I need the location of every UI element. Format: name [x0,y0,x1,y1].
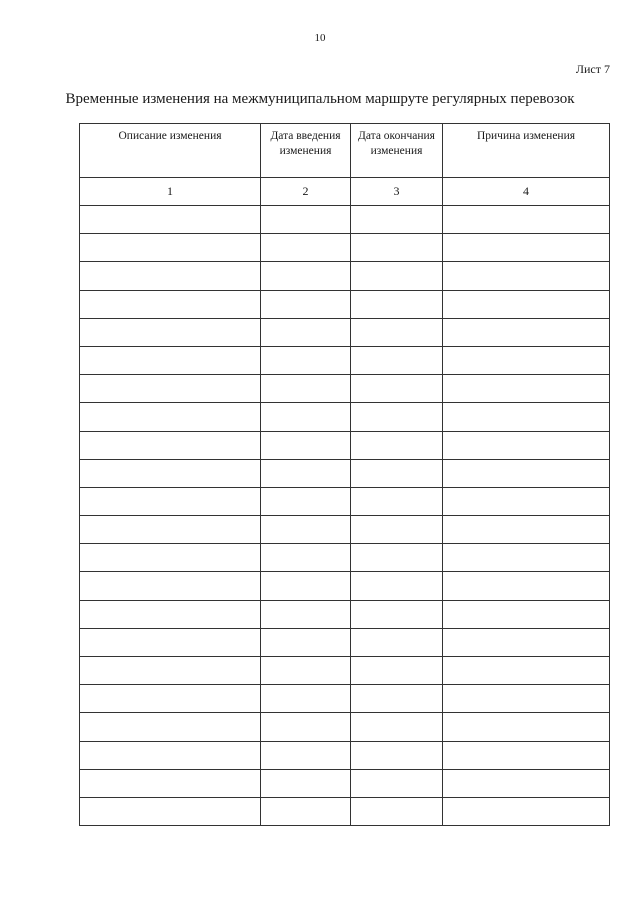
table-cell [443,290,610,318]
table-row [80,628,610,656]
table-row [80,685,610,713]
table-cell [443,713,610,741]
header-reason: Причина изменения [443,124,610,178]
table-cell [351,628,443,656]
page-number: 10 [314,32,326,44]
column-number: 2 [261,178,351,206]
table-row [80,572,610,600]
table-cell [80,713,261,741]
table-cell [80,206,261,234]
table-cell [443,600,610,628]
table-cell [261,290,351,318]
table-cell [443,318,610,346]
table-cell [443,403,610,431]
table-cell [80,487,261,515]
table-row [80,375,610,403]
table-cell [261,459,351,487]
changes-table [79,123,610,826]
table-cell [351,516,443,544]
table-row [80,487,610,515]
table-cell [443,346,610,374]
table-cell [443,262,610,290]
table-cell [80,544,261,572]
table-cell [80,459,261,487]
table-cell [443,657,610,685]
header-start-date: Дата введения изменения [261,124,351,178]
table-cell [443,544,610,572]
table-cell [443,487,610,515]
table-cell [261,516,351,544]
table-cell [261,797,351,825]
table-cell [80,290,261,318]
table-cell [80,375,261,403]
table-cell [80,600,261,628]
table-cell [80,431,261,459]
table-row [80,516,610,544]
table-row [80,403,610,431]
table-cell [80,262,261,290]
table-row [80,318,610,346]
table-cell [351,657,443,685]
table-cell [443,685,610,713]
table-cell [443,797,610,825]
table-cell [261,403,351,431]
table-row [80,346,610,374]
table-cell [443,628,610,656]
table-cell [261,657,351,685]
sheet-label: Лист 7 [575,62,610,76]
table-cell [80,516,261,544]
table-cell [261,234,351,262]
table-cell [351,290,443,318]
table-cell [351,375,443,403]
table-header-row [80,124,610,178]
header-description: Описание изменения [80,124,261,178]
table-cell [443,234,610,262]
table-cell [351,572,443,600]
table-cell [80,628,261,656]
table-cell [443,375,610,403]
table-cell [351,600,443,628]
table-cell [261,572,351,600]
header-end-date: Дата окончания изменения [351,124,443,178]
table-cell [351,431,443,459]
table-cell [80,572,261,600]
table-row [80,713,610,741]
table-cell [261,375,351,403]
table-cell [351,403,443,431]
table-cell [351,234,443,262]
table-cell [261,628,351,656]
table-row [80,600,610,628]
table-cell [351,318,443,346]
table-cell [80,403,261,431]
table-row [80,234,610,262]
table-cell [351,459,443,487]
table-cell [443,459,610,487]
table-cell [80,657,261,685]
column-number: 3 [351,178,443,206]
table-row [80,741,610,769]
table-cell [351,262,443,290]
table-cell [261,262,351,290]
table-cell [80,797,261,825]
table-cell [80,346,261,374]
table-cell [261,741,351,769]
table-cell [443,206,610,234]
table-cell [261,431,351,459]
table-row [80,459,610,487]
table-cell [443,769,610,797]
table-cell [80,685,261,713]
table-cell [80,318,261,346]
table-cell [261,346,351,374]
table-cell [261,544,351,572]
table-cell [351,769,443,797]
table-cell [351,487,443,515]
table-cell [351,206,443,234]
table-cell [351,544,443,572]
column-number: 4 [443,178,610,206]
table-cell [80,769,261,797]
table-row [80,769,610,797]
table-cell [261,713,351,741]
column-number: 1 [80,178,261,206]
table-cell [261,318,351,346]
table-cell [443,516,610,544]
table-cell [261,769,351,797]
table-cell [351,713,443,741]
table-row [80,431,610,459]
table-row [80,206,610,234]
table-cell [351,685,443,713]
table-cell [351,797,443,825]
column-number-row [80,178,610,206]
table-cell [261,206,351,234]
table-cell [351,346,443,374]
table-cell [261,600,351,628]
table-row [80,657,610,685]
table-cell [443,741,610,769]
table-cell [261,685,351,713]
document-title: Временные изменения на межмуниципальном маршруте регулярных перевозок [65,91,575,107]
table-cell [443,431,610,459]
table-row [80,544,610,572]
table-cell [80,234,261,262]
table-cell [80,741,261,769]
table-row [80,290,610,318]
table-row [80,262,610,290]
table-cell [261,487,351,515]
table-cell [443,572,610,600]
table-row [80,797,610,825]
table-cell [351,741,443,769]
